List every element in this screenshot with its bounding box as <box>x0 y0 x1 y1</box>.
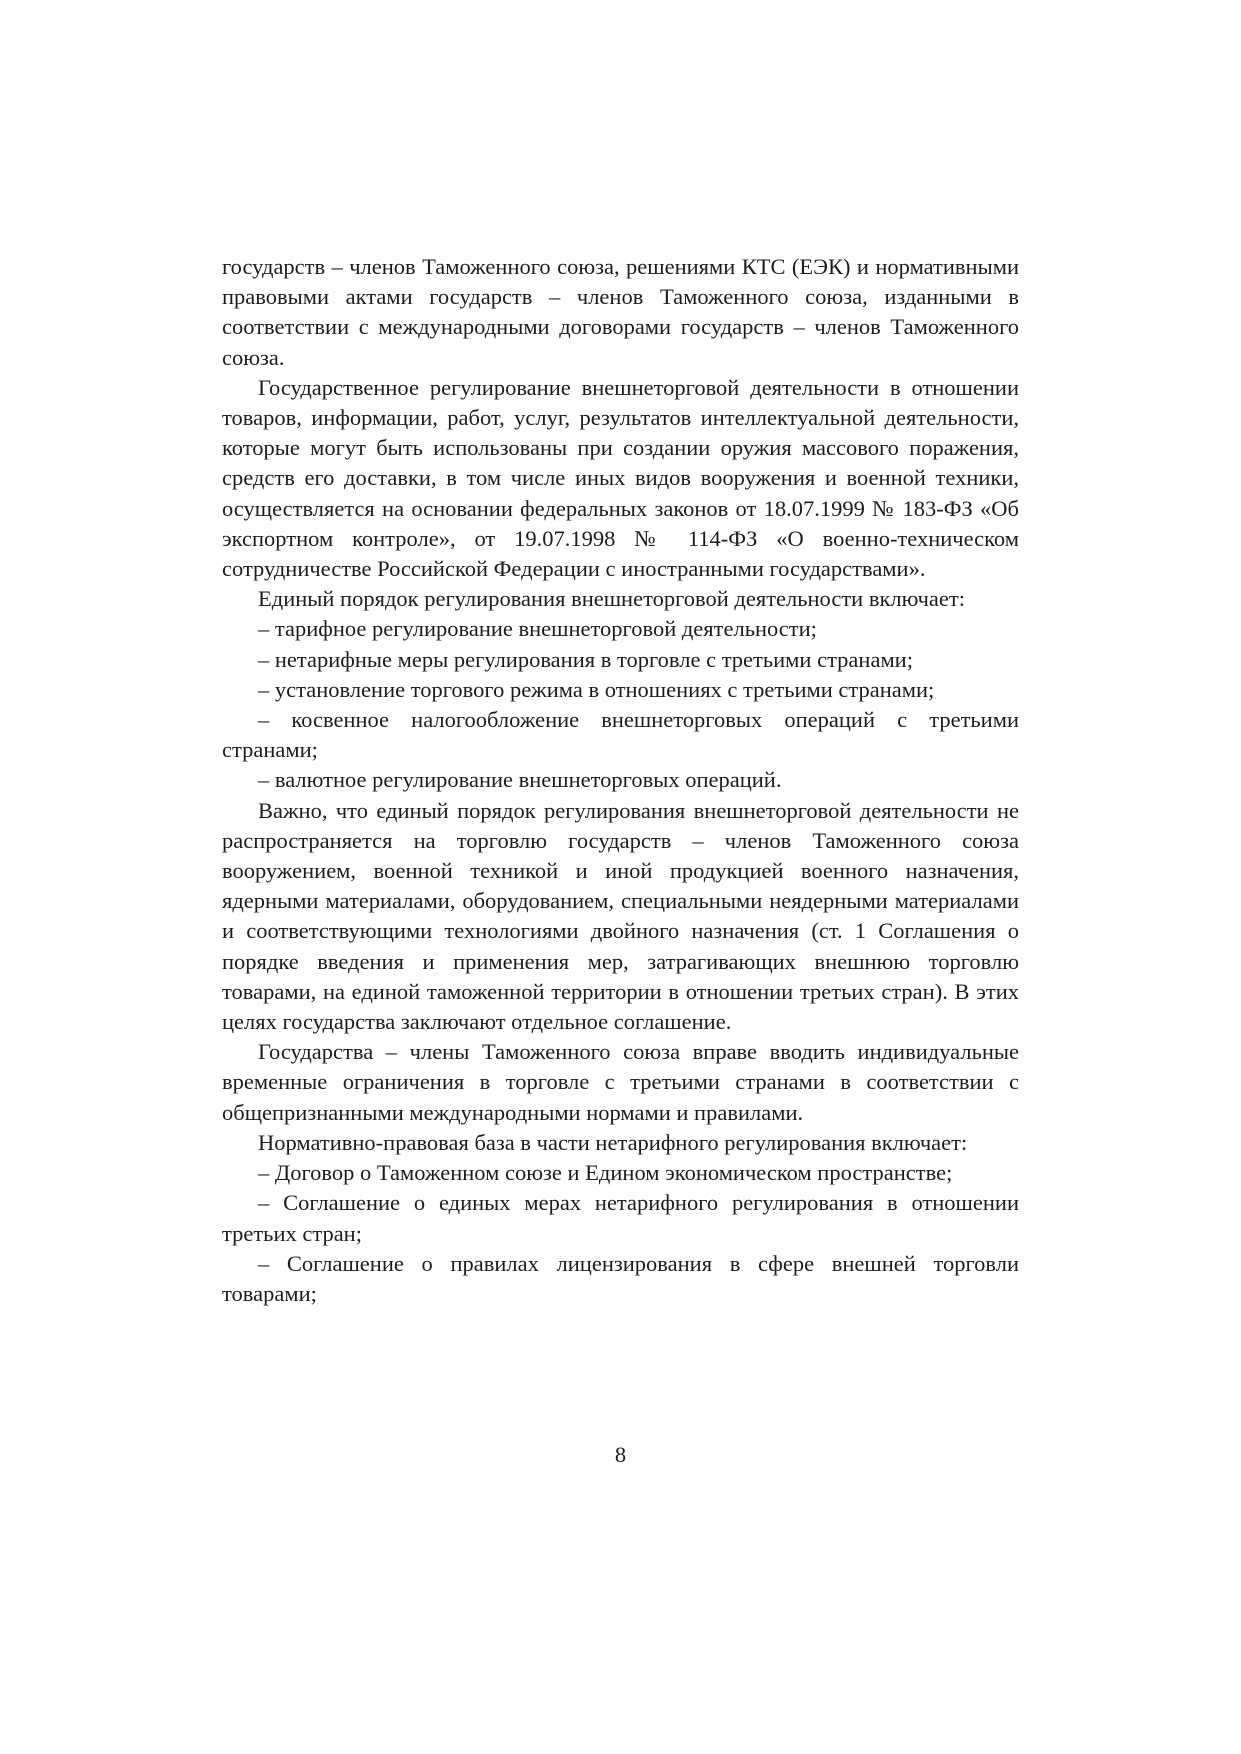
paragraph-unified-order: Единый порядок регулирования внешнеторговой деятельности включает: <box>258 586 965 612</box>
list-item: – нетарифные меры регулирования в торговле с третьими странами; <box>258 646 913 672</box>
list-item: – Соглашение о единых мерах нетарифного регулирования в отношении третьих стран; <box>222 1190 1019 1246</box>
list-item: – установление торгового режима в отношениях с третьими странами; <box>258 676 935 702</box>
page-number: 8 <box>614 1442 627 1467</box>
paragraph-temporary-restrictions: Государства – члены Таможенного союза вправе вводить индивидуальные временные ограничения в торговле с третьими странами в соответствии с общепризнанными международными нормами и правилами. <box>222 1039 1019 1125</box>
list-item: – косвенное налогообложение внешнеторговых операций с третьими странами; <box>222 707 1019 763</box>
body-text <box>222 252 1019 1309</box>
paragraph-state-regulation: Государственное регулирование внешнеторговой деятельности в отношении товаров, информации, работ, услуг, результатов интеллектуальной деятельности, которые могут быть использованы при создании оружия массового поражения, средств его доставки, в том числе иных видов вооружения и военной техники, осуществляется на основании федеральных законов от 18.07.1999 № 183-ФЗ «Об экспортном контроле», от 19.07.1998 № 114-ФЗ «О военно-техническом сотрудничестве Российской Федерации с иностранными государствами». <box>222 374 1019 582</box>
list-item: – Договор о Таможенном союзе и Едином экономическом пространстве; <box>258 1160 953 1186</box>
paragraph-legal-base: Нормативно-правовая база в части нетарифного регулирования включает: <box>258 1129 968 1155</box>
list-item: – тарифное регулирование внешнеторговой деятельности; <box>258 616 817 642</box>
paragraph-continuation: государств – членов Таможенного союза, решениями КТС (ЕЭК) и нормативными правовыми актами государств – членов Таможенного союза, изданными в соответствии с международными договорами государств – членов Таможенного союза. <box>222 254 1019 370</box>
list-item: – Соглашение о правилах лицензирования в сфере внешней торговли товарами; <box>222 1250 1019 1306</box>
list-item: – валютное регулирование внешнеторговых операций. <box>258 767 782 793</box>
paragraph-exceptions: Важно, что единый порядок регулирования внешнеторговой деятельности не распространяется на торговлю государств – членов Таможенного союза вооружением, военной техникой и иной продукцией военного назначения, ядерными материалами, оборудованием, специальными неядерными материалами и соответствующими технологиями двойного назначения (ст. 1 Соглашения о порядке введения и применения мер, затрагивающих внешнюю торговлю товарами, на единой таможенной территории в отношении третьих стран). В этих целях государства заключают отдельное соглашение. <box>222 797 1019 1035</box>
